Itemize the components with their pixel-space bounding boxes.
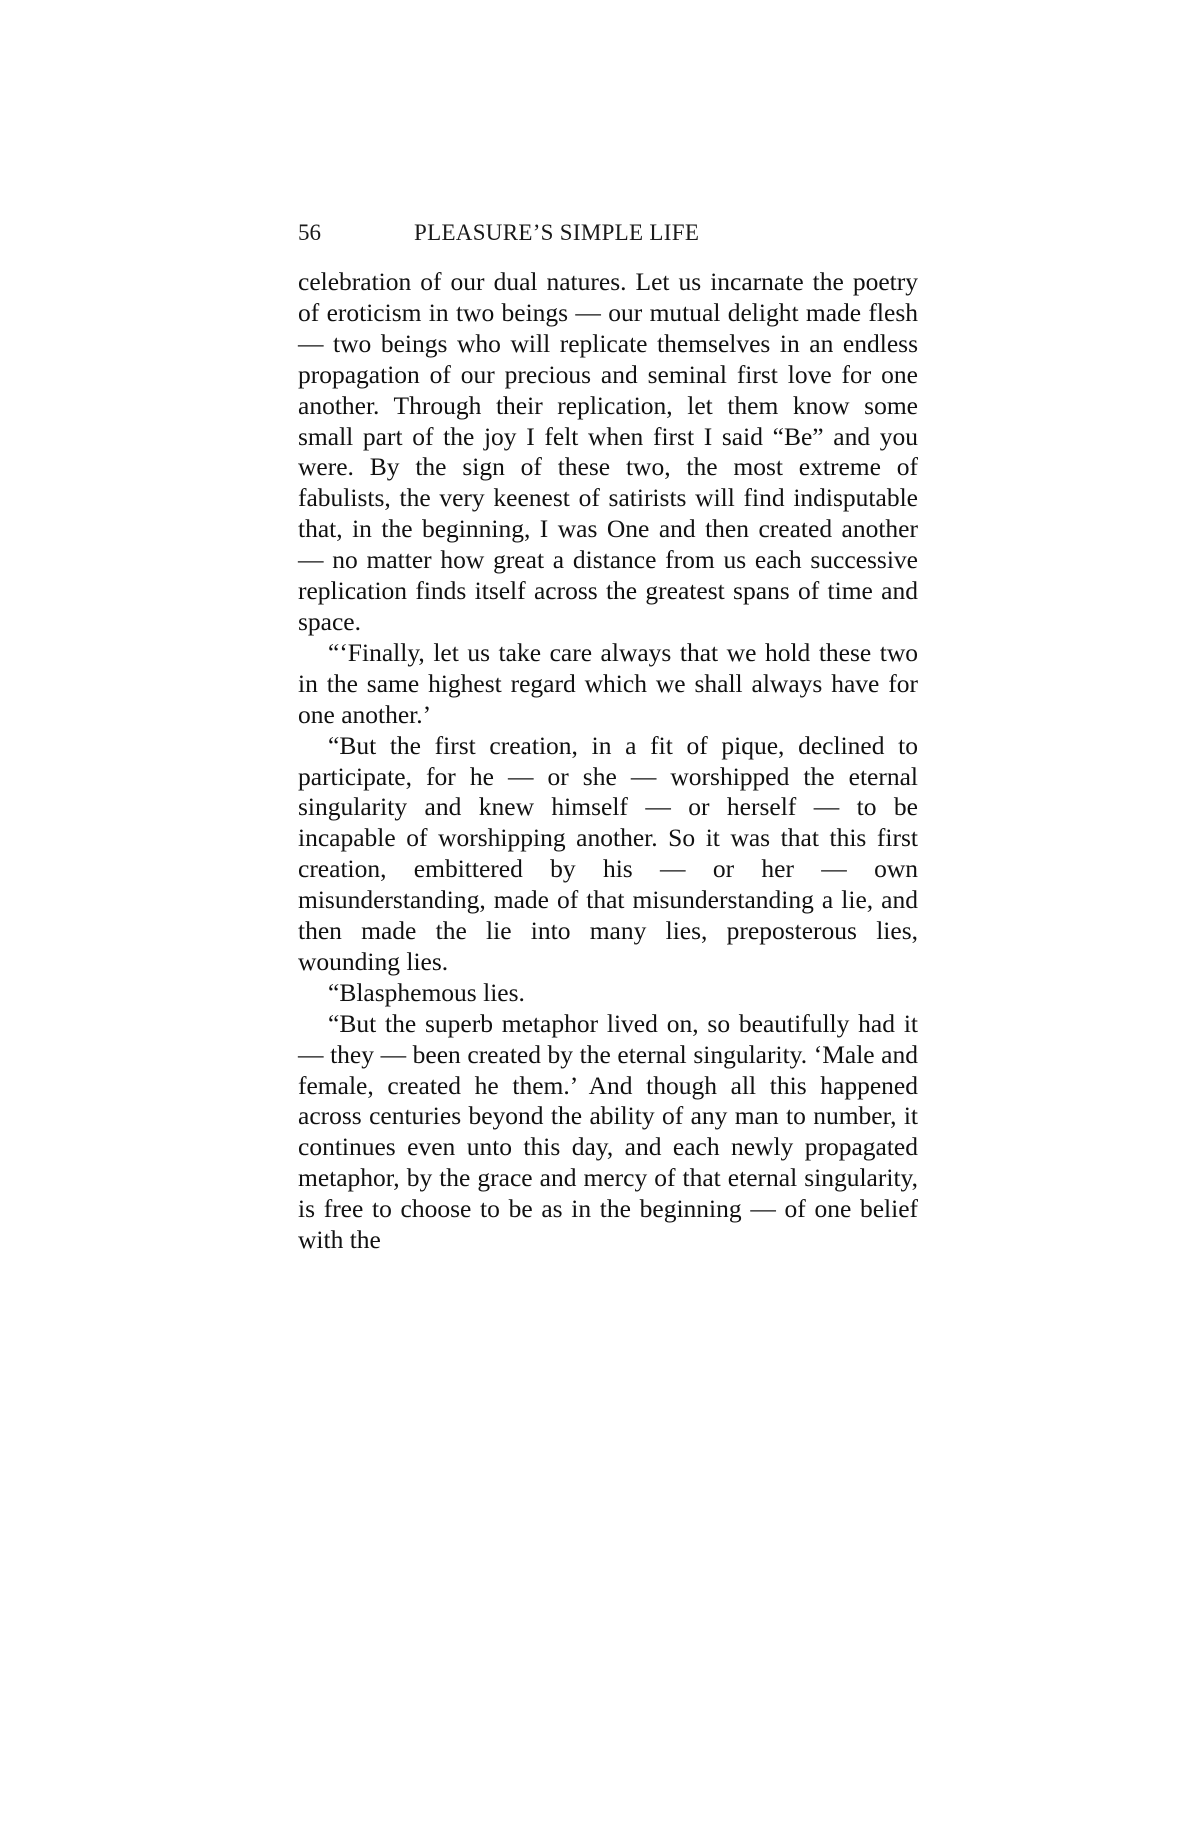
body-text <box>298 267 918 1256</box>
paragraph: “Blasphemous lies. <box>328 977 525 1007</box>
page-number: 56 <box>298 220 321 245</box>
running-title: PLEASURE’S SIMPLE LIFE <box>414 220 700 245</box>
paragraph: “‘Finally, let us take care always that we hold these two in the same highest regard which we shall always have for one another.’ <box>298 637 918 729</box>
paragraph: “But the first creation, in a fit of pique, declined to participate, for he — or she — worshipped the eternal singularity and knew himself — or herself — to be incapable of worshipping another. So it was that this first creation, embittered by his — or her — own misunderstanding, made of that misunderstanding a lie, and then made the lie into many lies, preposterous lies, wounding lies. <box>298 730 918 976</box>
paragraph: “But the superb metaphor lived on, so beautifully had it — they — been created by the eternal singularity. ‘Male and female, created he them.’ And though all this happened across centuries beyond the ability of any man to number, it continues even unto this day, and each newly propagated metaphor, by the grace and mercy of that eternal singularity, is free to choose to be as in the beginning — of one belief with the <box>298 1008 918 1255</box>
running-head <box>298 220 918 254</box>
paragraph: celebration of our dual natures. Let us incarnate the poetry of eroticism in two beings — our mutual delight made flesh — two beings who will replicate themselves in an endless propagation of our precious and seminal first love for one another. Through their replication, let them know some small part of the joy I felt when first I said “Be” and you were. By the sign of these two, the most extreme of fabulists, the very keenest of satirists will find indisputable that, in the beginning, I was One and then created another — no matter how great a distance from us each successive replication finds itself across the greatest spans of time and space. <box>298 267 918 636</box>
